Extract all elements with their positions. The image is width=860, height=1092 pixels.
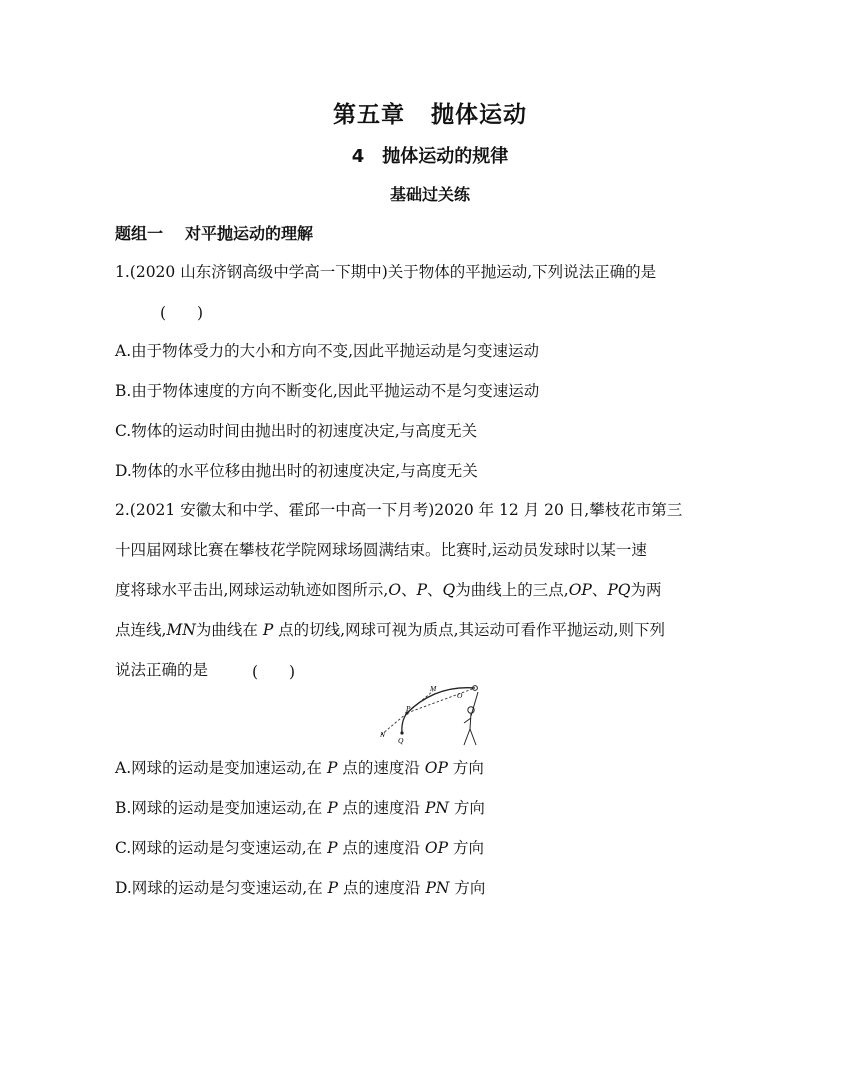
text-run: 、 [427,581,443,599]
direction: OP [424,759,448,777]
q2-stem-line-2: 十四届网球比赛在攀枝花学院网球场圆满结束。比赛时,运动员发球时以某一速 [115,541,647,559]
text-run: B.网球的运动是变加速运动,在 [115,799,328,817]
section-title: 抛体运动的规律 [382,146,509,167]
group-label: 题组一 [115,224,164,243]
point-p: P [416,581,428,599]
direction: OP [424,839,449,857]
text-run: 点的切线,网球可视为质点,其运动可看作平抛运动,则下列 [273,621,665,639]
q1-option-d: D.物体的水平位移由抛出时的初速度决定,与高度无关 [115,462,478,480]
trajectory-curve [402,688,475,733]
text-run: D.网球的运动是匀变速运动,在 [115,879,328,897]
text-run: 点的速度沿 [337,839,425,857]
text-run: 为曲线上的三点, [455,581,569,599]
q2-answer-blank: ( ) [252,663,296,681]
q1-option-a: A.由于物体受力的大小和方向不变,因此平抛运动是匀变速运动 [115,342,540,360]
q1-stem: 1.(2020 山东济钢高级中学高一下期中)关于物体的平抛运动,下列说法正确的是 [115,263,657,281]
section-heading [0,142,860,168]
practice-subtitle: 基础过关练 [389,185,470,204]
segment-pq: PQ [607,581,631,599]
text-run: 、 [401,581,417,599]
direction: PN [424,799,449,817]
q2-option-b [115,798,485,818]
trajectory-figure [375,683,485,748]
tangent-mn: MN [166,621,196,639]
q2-stem-line-1: 2.(2021 安徽太和中学、霍邱一中高一下月考)2020 年 12 月 20 日,攀枝花市第三 [115,501,683,519]
question-group-heading [115,221,313,244]
section-number: 4 [351,146,365,167]
text-run: 方向 [449,879,486,897]
q2-option-a [115,758,484,778]
point-q: Q [442,581,456,599]
label-m: M [430,684,437,693]
text-run: 、 [591,581,608,599]
label-o: O [457,691,463,700]
q2-option-c [115,838,484,858]
text-run: 点的速度沿 [338,879,426,897]
q2-stem-line-5: 说法正确的是 [115,661,209,679]
point-p: P [326,759,338,777]
text-run: A.网球的运动是变加速运动,在 [115,759,327,777]
chapter-number: 第五章 [333,102,405,128]
text-run: 点连线, [115,621,167,639]
q1-answer-blank: ( ) [160,304,204,322]
q2-stem-line-3 [115,580,662,600]
text-run: C.网球的运动是匀变速运动,在 [115,839,328,857]
player-icon [464,692,478,745]
point-p: P [327,839,338,857]
q2-option-d [115,878,485,898]
text-run: 方向 [447,759,484,777]
text-run: 点的速度沿 [337,759,425,777]
point-p: P [327,799,338,817]
segment-op: OP [568,581,592,599]
label-n: N [380,730,386,739]
group-title: 对平抛运动的理解 [185,224,314,243]
text-run: 方向 [448,799,485,817]
direction: PN [425,879,450,897]
point-q-marker [400,731,403,734]
q1-option-c: C.物体的运动时间由抛出时的初速度决定,与高度无关 [115,422,478,440]
q1-option-b: B.由于物体速度的方向不断变化,因此平抛运动不是匀变速运动 [115,382,540,400]
text-run: 为曲线在 [195,621,263,639]
label-p: P [406,704,411,713]
text-run: 方向 [448,839,484,857]
label-q: Q [398,736,404,745]
text-run: 度将球水平击出,网球运动轨迹如图所示, [115,581,389,599]
chapter-heading [0,96,860,129]
text-run: 点的速度沿 [337,799,425,817]
point-p: P [262,621,274,639]
q2-stem-line-4 [115,620,665,640]
text-run: 为两 [630,581,662,599]
point-p: P [327,879,339,897]
chapter-title: 抛体运动 [431,102,527,128]
point-o: O [388,581,402,599]
